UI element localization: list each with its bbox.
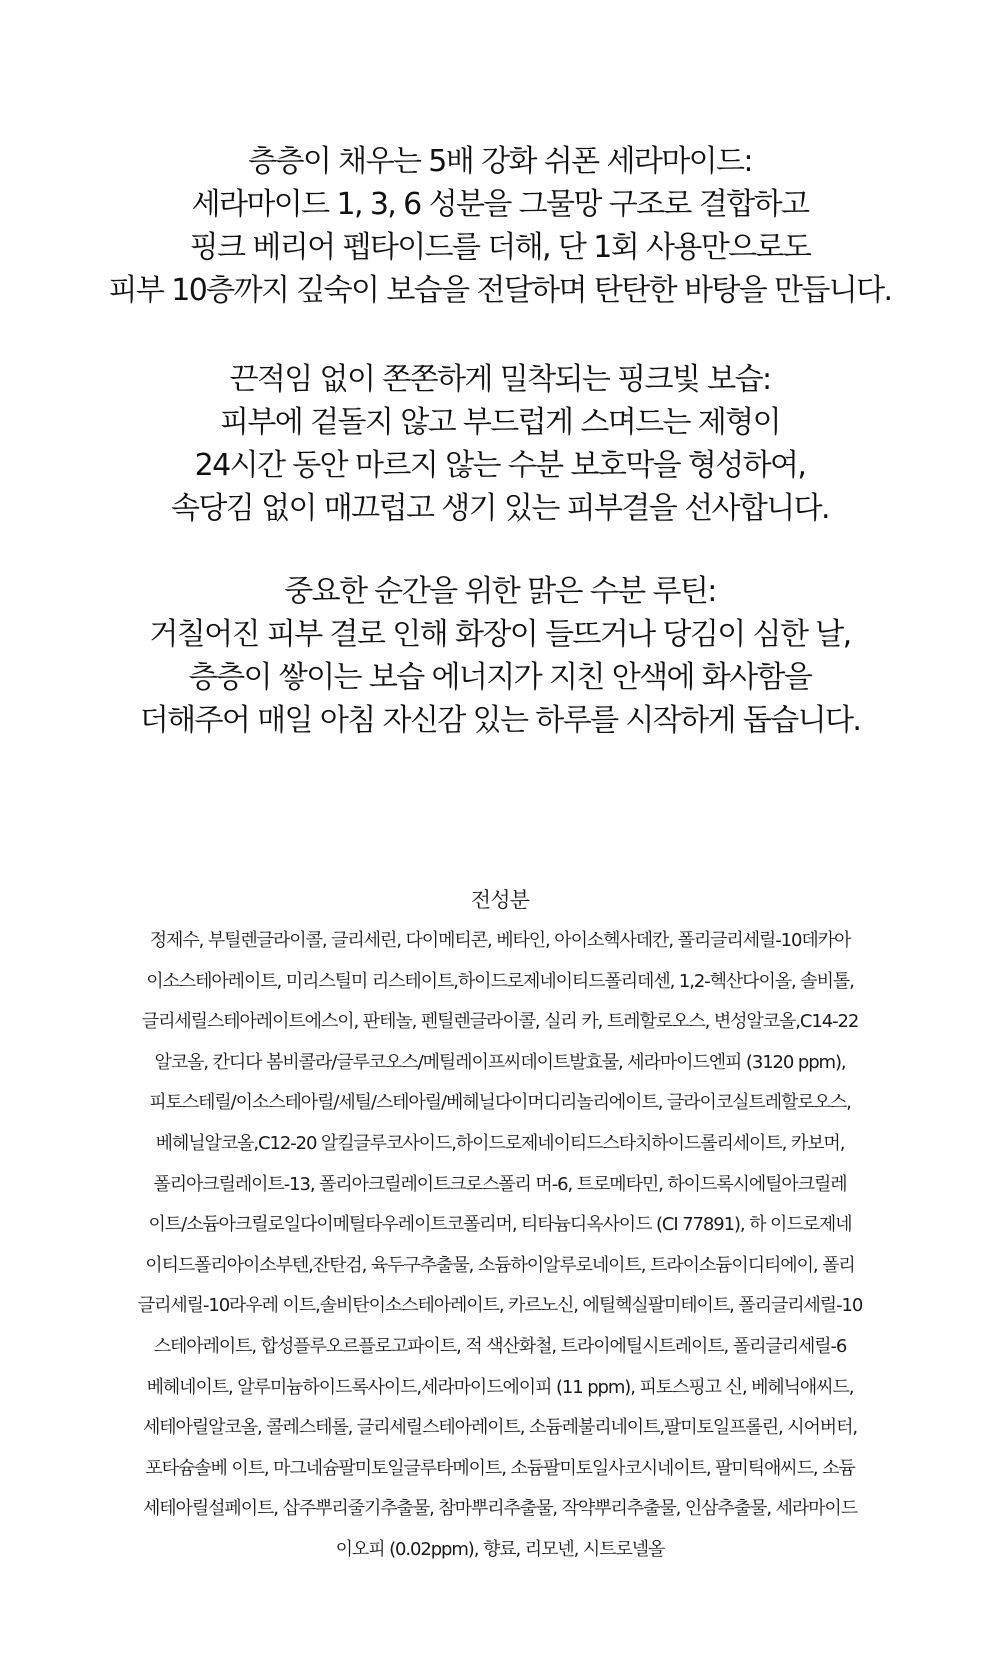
description-line: 핑크 베리어 펩타이드를 더해, 단 1회 사용만으로도 (189, 230, 811, 265)
ingredients-line: 세테아릴설페이트, 삽주뿌리줄기추출물, 참마뿌리추출물, 작약뿌리추출물, 인삼추출물, 세라마이드 (142, 1498, 858, 1520)
description-line: 끈적임 없이 쫀쫀하게 밀착되는 핑크빛 보습: (229, 362, 771, 397)
description-block-pink-moisture (0, 358, 1000, 530)
ingredients-line: 이티드폴리아이소부텐,잔탄검, 육두구추출물, 소듐하이알루로네이트, 트라이소듐이디티에이, 폴리 (145, 1254, 855, 1276)
ingredients-line: 이트/소듐아크릴로일다이메틸타우레이트코폴리머, 티타늄디옥사이드 (CI 77891), 하 이드로제네 (148, 1214, 852, 1236)
ingredients-section (40, 885, 960, 1571)
description-line: 층층이 쌓이는 보습 에너지가 지친 안색에 화사함을 (188, 660, 812, 695)
ingredients-title: 전성분 (470, 888, 530, 912)
description-line: 중요한 순간을 위한 맑은 수분 루틴: (284, 574, 716, 609)
description-line: 세라마이드 1, 3, 6 성분을 그물망 구조로 결합하고 (191, 187, 809, 222)
description-line: 더해주어 매일 아침 자신감 있는 하루를 시작하게 돕습니다. (139, 703, 861, 738)
description-line: 층층이 채우는 5배 강화 쉬폰 세라마이드: (248, 144, 752, 179)
ingredients-line: 글리세릴스테아레이트에스이, 판테놀, 펜틸렌글라이콜, 실리 카, 트레할로오스, 변성알코올,C14-22 (141, 1011, 859, 1033)
ingredients-line: 알코올, 칸디다 봄비콜라/글루코오스/메틸레이프씨데이트발효물, 세라마이드엔피 (3120 ppm), (154, 1051, 846, 1073)
ingredients-line: 세테아릴알코올, 콜레스테롤, 글리세릴스테아레이트, 소듐레불리네이트,팔미토일프롤린, 시어버터, (142, 1417, 858, 1439)
ingredients-line: 정제수, 부틸렌글라이콜, 글리세린, 다이메티콘, 베타인, 아이소헥사데칸, 폴리글리세릴-10데카아 (149, 930, 851, 951)
ingredients-line: 베헤닐알코올,C12-20 알킬글루코사이드,하이드로제네이티드스타치하이드롤리세이트, 카보머, (155, 1132, 845, 1154)
ingredients-line: 피토스테릴/이소스테아릴/세틸/스테아릴/베헤닐다이머디리놀리에이트, 글라이코실트레할로오스, (149, 1092, 851, 1114)
description-block-moisture-routine (0, 570, 1000, 742)
description-line: 속당김 없이 매끄럽고 생기 있는 피부결을 선사합니다. (171, 491, 829, 526)
ingredients-line: 글리세릴-10라우레 이트,솔비탄이소스테아레이트, 카르노신, 에틸헥실팔미테이트, 폴리글리세릴-10 (137, 1295, 863, 1317)
description-block-layered-ceramide (0, 140, 1000, 312)
ingredients-line: 폴리아크릴레이트-13, 폴리아크릴레이트크로스폴리 머-6, 트로메타민, 하이드록시에틸아크릴레 (153, 1173, 847, 1195)
ingredients-line: 베헤네이트, 알루미늄하이드록사이드,세라마이드에이피 (11 ppm), 피토스핑고 신, 베헤닉애씨드, (146, 1376, 854, 1398)
description-line: 피부에 겉돌지 않고 부드럽게 스며드는 제형이 (220, 405, 780, 440)
ingredients-line: 스테아레이트, 합성플루오르플로고파이트, 적 색산화철, 트라이에틸시트레이트, 폴리글리세릴-6 (153, 1335, 847, 1357)
description-line: 거칠어진 피부 결로 인해 화장이 들뜨거나 당김이 심한 날, (149, 617, 851, 652)
description-line: 피부 10층까지 깊숙이 보습을 전달하며 탄탄한 바탕을 만듭니다. (108, 273, 892, 308)
ingredients-line: 이오피 (0.02ppm), 향료, 리모넨, 시트로넬올 (335, 1538, 665, 1560)
ingredients-line: 포타슘솔베 이트, 마그네슘팔미토일글루타메이트, 소듐팔미토일사코시네이트, 팔미틱애씨드, 소듐 (145, 1457, 855, 1479)
description-line: 24시간 동안 마르지 않는 수분 보호막을 형성하여, (194, 448, 806, 483)
ingredients-line: 이소스테아레이트, 미리스틸미 리스테이트,하이드로제네이티드폴리데센, 1,2-헥산다이올, 솔비톨, (146, 970, 854, 992)
